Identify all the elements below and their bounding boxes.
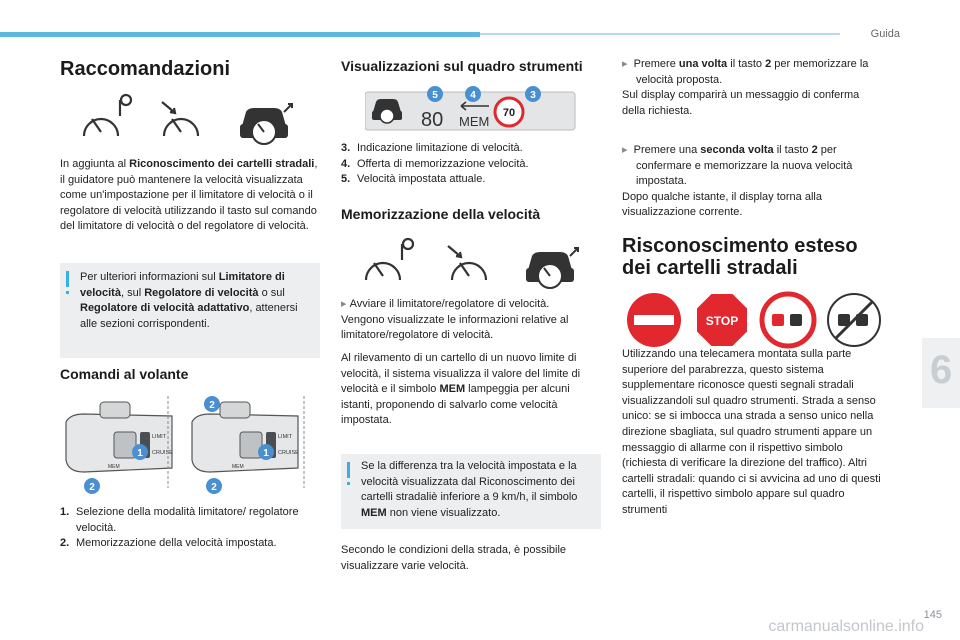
stalk-left-cruise-label: CRUISE bbox=[152, 450, 173, 456]
road-signs-row bbox=[626, 290, 886, 350]
speedometer-cruise-icon bbox=[448, 246, 486, 280]
display-list bbox=[341, 141, 603, 188]
display-sign-value: 70 bbox=[502, 107, 516, 119]
controls-title: Comandi al volante bbox=[60, 366, 189, 382]
info-note-left bbox=[60, 263, 320, 358]
display-speed: 80 bbox=[421, 109, 444, 131]
stalk-right-cruise-label: CRUISE bbox=[278, 450, 299, 456]
list-item: 5. Velocità impostata attuale. bbox=[341, 173, 486, 186]
extended-recognition-body: Utilizzando una telecamera montata sulla parte superiore del parabrezza, questo sistema supplementare riconosce questi segnali stradali visualizzandoli sul quadro strumenti. Strada a senso unico: se si imbocca una strada a senso unico nella direzione sbagliata, sul quadro strumenti appare un messaggio di allarme con il rispettivo simbolo (richiesta di verificare la direzione del traffico). Altri cartelli stradali: quando ci si avvicina ad uno di questi cartelli, il rispettivo simbolo appare sul quadro strumenti bbox=[622, 348, 881, 516]
extended-recognition-title: Risconoscimento esteso dei cartelli stradali bbox=[622, 235, 858, 279]
adaptive-cruise-icon bbox=[526, 248, 578, 288]
stop-sign-icon bbox=[696, 293, 748, 347]
mode-icons-row-1 bbox=[78, 92, 298, 148]
list-item: 1. Selezione della modalità limitatore/ regolatore velocità. bbox=[60, 506, 299, 534]
header-bar-light bbox=[480, 33, 840, 35]
display-title: Visualizzazioni sul quadro strumenti bbox=[341, 58, 583, 74]
stalk-right-mem-label: MEM bbox=[232, 464, 244, 470]
svg-text:2: 2 bbox=[209, 400, 215, 411]
svg-text:1: 1 bbox=[263, 448, 269, 459]
svg-text:2: 2 bbox=[211, 482, 217, 493]
intro-paragraph: In aggiunta al Riconoscimento dei cartelli stradali, il guidatore può mantenere la velocità visualizzata come un'impostazione per il limitatore di velocità o il regolatore di velocità utilizzando il tasto sul comando del limitatore di velocità o del regolatore di velocità. bbox=[60, 158, 318, 233]
list-item: 3. Indicazione limitazione di velocità. bbox=[341, 142, 523, 154]
bullet-arrow-icon: ▸ bbox=[622, 144, 634, 156]
svg-text:1: 1 bbox=[137, 448, 143, 459]
no-entry-sign-icon bbox=[627, 293, 681, 347]
speedometer-cruise-icon bbox=[162, 102, 198, 136]
stalk-left-limit-label: LIMIT bbox=[152, 434, 167, 440]
speedometer-limit-icon bbox=[84, 95, 131, 136]
callout-2-right bbox=[206, 478, 222, 494]
callout-2-left bbox=[84, 478, 100, 494]
stalk-right-limit-label: LIMIT bbox=[278, 434, 293, 440]
press-twice-paragraph: ▸ Premere una seconda volta il tasto 2 per confermare e memorizzare la nuova velocità impostata. Dopo qualche istante, il display torna alla visualizzazione corrente. bbox=[622, 144, 853, 219]
cluster-display-illustration bbox=[365, 84, 577, 132]
bullet-arrow-icon: ▸ bbox=[622, 58, 634, 70]
display-mem: MEM bbox=[459, 114, 490, 129]
bullet-arrow-icon: ▸ bbox=[341, 298, 350, 310]
info-note-text: Per ulteriori informazioni sul Limitatore di velocità, sul Regolatore di velocità o sul Regolatore di velocità adattativo, attenersi alle sezioni corrispondenti. bbox=[80, 271, 298, 330]
stalk-left-mem-label: MEM bbox=[108, 464, 120, 470]
stop-sign-text: STOP bbox=[705, 314, 739, 328]
speedometer-limit-icon bbox=[366, 239, 413, 280]
mem-title: Memorizzazione della velocità bbox=[341, 206, 541, 222]
info-note-middle bbox=[341, 454, 601, 529]
callout-3 bbox=[525, 86, 541, 102]
no-overtaking-sign-icon bbox=[762, 294, 814, 346]
controls-list bbox=[60, 505, 322, 552]
svg-text:2: 2 bbox=[89, 482, 95, 493]
chapter-tab bbox=[922, 338, 960, 408]
callout-4 bbox=[465, 86, 481, 102]
svg-text:5: 5 bbox=[432, 90, 438, 101]
section-header: Guida bbox=[870, 28, 900, 40]
press-once-paragraph: ▸ Premere una volta il tasto 2 per memorizzare la velocità proposta. Sul display comparirà un messaggio di conferma della richiesta. bbox=[622, 58, 869, 117]
info-icon bbox=[66, 271, 69, 287]
steering-controls-illustration bbox=[60, 392, 320, 496]
info-icon bbox=[347, 462, 350, 478]
svg-text:3: 3 bbox=[530, 90, 536, 101]
callout-1-right bbox=[258, 444, 274, 460]
watermark: carmanualsonline.info bbox=[768, 618, 924, 635]
end-no-overtaking-sign-icon bbox=[828, 294, 880, 346]
stalk-left bbox=[66, 402, 173, 472]
header-bar bbox=[0, 32, 480, 37]
callout-2-top bbox=[204, 396, 220, 412]
chapter-number: 6 bbox=[930, 348, 953, 392]
mem-paragraph-3: Secondo le condizioni della strada, è possibile visualizzare varie velocità. bbox=[341, 544, 567, 572]
info-note-middle-text: Se la differenza tra la velocità impostata e la velocità visualizzata dal Riconoscimento dei cartelli stradaliè inferiore a 9 km/h, il simbolo MEM non viene visualizzato. bbox=[361, 460, 578, 519]
mem-paragraph-2: Al rilevamento di un cartello di un nuovo limite di velocità, il sistema visualizza il valore del limite di velocità e il simbolo MEM lampeggia per alcuni istanti, proponendo di salvarlo come velocità impostata. bbox=[341, 352, 581, 427]
page-number: 145 bbox=[923, 609, 942, 621]
stalk-right bbox=[192, 402, 299, 472]
title-raccomandazioni: Raccomandazioni bbox=[60, 58, 231, 80]
adaptive-cruise-icon bbox=[240, 104, 292, 144]
list-item: 4. Offerta di memorizzazione velocità. bbox=[341, 157, 529, 170]
adaptive-cruise-icon bbox=[372, 99, 402, 123]
callout-1-left bbox=[132, 444, 148, 460]
list-item: 2. Memorizzazione della velocità impostata. bbox=[60, 537, 277, 550]
mode-icons-row-2 bbox=[362, 236, 582, 290]
svg-text:4: 4 bbox=[470, 90, 476, 101]
mem-step-1: ▸ Avviare il limitatore/regolatore di velocità. Vengono visualizzate le informazioni relative al limitatore/regolatore di velocità. bbox=[341, 298, 569, 342]
callout-5 bbox=[427, 86, 443, 102]
